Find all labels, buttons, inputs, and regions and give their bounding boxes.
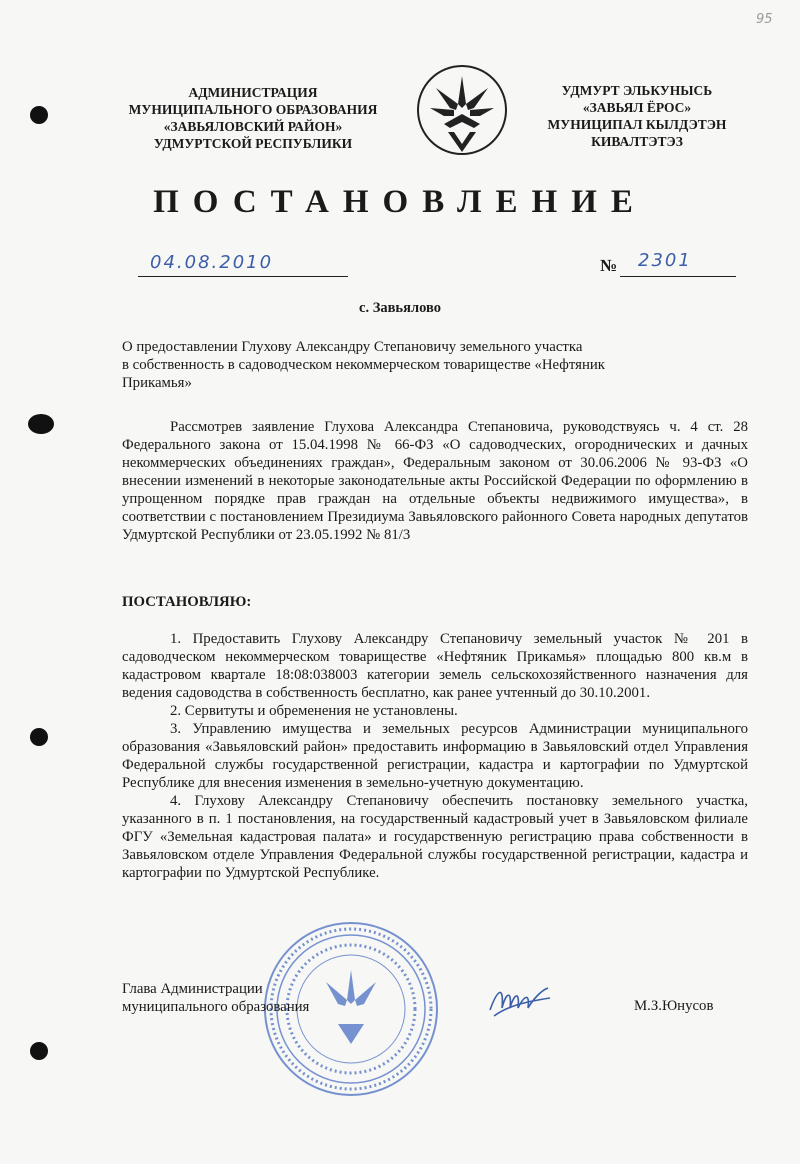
date-underline: [138, 276, 348, 277]
subject-line: в собственность в садоводческом некоммерческом товариществе «Нефтяник: [122, 357, 605, 373]
page-number: 95: [756, 12, 773, 27]
preamble-text: Рассмотрев заявление Глухова Александра Степановича, руководствуясь ч. 4 ст. 28 Федерального закона от 15.04.1998 № 66-ФЗ «О садоводческих, огороднических и дачных некоммерческих объединениях граждан», Федеральным законом от 30.06.2006 № 93-ФЗ «О внесении изменений в некоторые законодательные акты Российской Федерации по оформлению в упрощенном порядке прав граждан на отдельные объекты недвижимого имущества», в соответствии с постановлением Президиума Завьяловского районного Совета народных депутатов Удмуртской Республики от 23.05.1992 № 81/3: [122, 419, 748, 543]
header-right-line: УДМУРТ ЭЛЬКУНЫСЬ: [561, 83, 713, 98]
decree-item: 3. Управлению имущества и земельных ресурсов Администрации муниципального образования «Завьяловский район» предоставить информацию в Завьяловский отдел Управления Федеральной службы государственной регистрации, кадастра и картографии по Удмуртской Республике для внесения изменения в земельно-учетную документацию.: [122, 721, 748, 791]
header-left-line: «ЗАВЬЯЛОВСКИЙ РАЙОН»: [163, 119, 343, 134]
header-right-line: «ЗАВЬЯЛ ЁРОС»: [582, 100, 692, 115]
decree-item: 2. Сервитуты и обременения не установлены.: [170, 703, 458, 719]
header-left-line: УДМУРТСКОЙ РЕСПУБЛИКИ: [153, 136, 353, 151]
position-line: муниципального образования: [122, 999, 310, 1015]
place-of-issue: с. Завьялово: [359, 300, 441, 316]
binder-hole: [30, 728, 48, 746]
header-left-line: МУНИЦИПАЛЬНОГО ОБРАЗОВАНИЯ: [128, 102, 378, 117]
document-date: 04.08.2010: [150, 252, 274, 273]
signatory-position: [122, 980, 309, 1016]
emblem-icon: [414, 62, 510, 158]
number-underline: [620, 276, 736, 277]
subject-line: О предоставлении Глухову Александру Степановичу земельного участка: [122, 339, 583, 355]
decree-item: 1. Предоставить Глухову Александру Степановичу земельный участок № 201 в садоводческом некоммерческом товариществе «Нефтяник Прикамья» площадью 800 кв.м в кадастровом квартале 18:08:038003 категории земель сельскохозяйственного назначения для ведения садоводства в собственность бесплатно, как ранее учтенный до 30.10.2001.: [122, 631, 748, 701]
header-right-line: КИВАЛТЭТЭЗ: [591, 134, 683, 149]
binder-hole: [30, 1042, 48, 1060]
document-number: 2301: [638, 250, 692, 271]
document-subject: [122, 338, 682, 392]
binder-hole: [28, 414, 54, 434]
signature-mark: [484, 980, 554, 1020]
decree-items: [122, 630, 748, 882]
header-right-line: МУНИЦИПАЛ КЫЛДЭТЭН: [547, 117, 727, 132]
header-left-line: АДМИНИСТРАЦИЯ: [188, 85, 318, 100]
document-title: ПОСТАНОВЛЕНИЕ: [153, 184, 647, 220]
position-line: Глава Администрации: [122, 981, 263, 997]
header-right: [512, 82, 762, 150]
preamble: [122, 418, 748, 544]
number-sign: №: [600, 256, 618, 275]
header-left: [108, 84, 398, 152]
subject-line: Прикамья»: [122, 375, 192, 391]
decree-word: ПОСТАНОВЛЯЮ:: [122, 594, 252, 610]
signatory-name: М.З.Юнусов: [634, 998, 714, 1014]
decree-item: 4. Глухову Александру Степановичу обеспечить постановку земельного участка, указанного в п. 1 постановления, на государственный кадастровый учет в Завьяловском филиале ФГУ «Земельная кадастровая палата» и государственную регистрацию права собственности в Завьяловском отделе Управления Федеральной службы государственной регистрации, кадастра и картографии по Удмуртской Республике.: [122, 793, 748, 881]
binder-hole: [30, 106, 48, 124]
